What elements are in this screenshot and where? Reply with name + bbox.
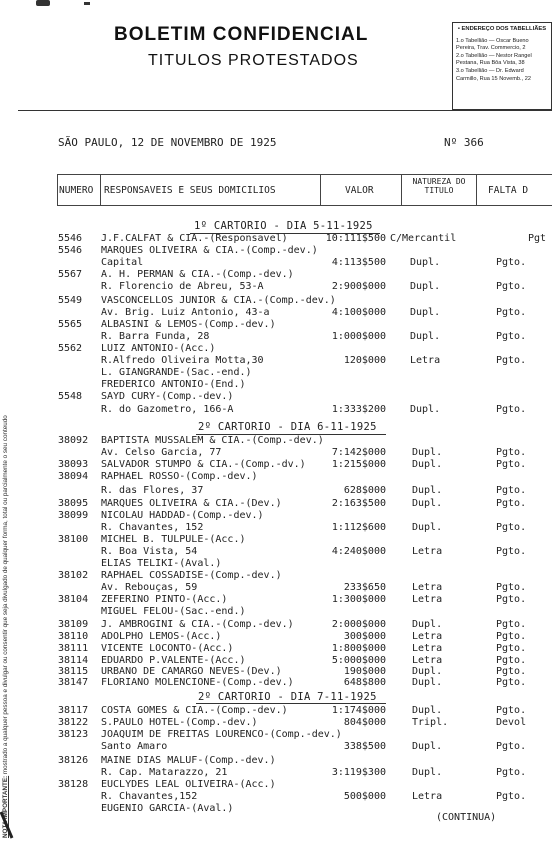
row-nature: Dupl. (412, 677, 443, 688)
row-address: R. Barra Funda, 28 (101, 331, 210, 342)
row-reason: Pgto. (496, 331, 527, 342)
corner-mark (0, 810, 14, 840)
row-number: 38117 (58, 705, 89, 716)
row-number: 38100 (58, 534, 89, 545)
row-nature: Letra (412, 582, 443, 593)
row-reason: Pgto. (496, 404, 527, 415)
row-reason: Pgto. (496, 741, 527, 752)
row-value: 648$800 (343, 677, 386, 688)
row-address: Av. Celso Garcia, 77 (101, 447, 222, 458)
row-value: 1:800$000 (331, 643, 386, 654)
side-notice-label: NOTA IMPORTANTE: (2, 775, 9, 838)
row-reason: Pgto. (496, 307, 527, 318)
row-nature: Letra (412, 631, 443, 642)
row-party: VICENTE LOCONTO-(Acc.) (101, 643, 234, 654)
row-nature: Tripl. (412, 717, 449, 728)
row-nature: Letra (412, 546, 443, 557)
col-divider (100, 175, 101, 205)
row-address: R. Chavantes, 152 (101, 522, 204, 533)
row-number: 38093 (58, 459, 89, 470)
address-line: 3.o Tabellião — Dr. Edward (456, 67, 524, 74)
row-nature: Dupl. (410, 307, 441, 318)
address-line: 2.o Tabellião — Nestor Rangel (456, 52, 532, 59)
row-reason: Pgto. (496, 498, 527, 509)
row-value: 2:000$000 (331, 619, 386, 630)
row-number: 5546 (58, 245, 83, 256)
side-notice-text: mostrado a qualquer pessoa e divulgar ou consentir que seja divulgado de qualquer forma, total ou parcialmente o seu conteudo (2, 415, 9, 775)
header-responsaveis: RESPONSAVEIS E SEUS DOMICILIOS (104, 185, 276, 196)
row-party: MARQUES OLIVEIRA & CIA.-(Comp.-dev.) (101, 245, 318, 256)
row-party: EUCLYDES LEAL OLIVEIRA-(Acc.) (101, 779, 276, 790)
row-nature: Dupl. (410, 281, 441, 292)
row-nature: Dupl. (412, 522, 443, 533)
header-falta: FALTA D (488, 185, 529, 196)
address-line: Pestana, Rua Bôa Vista, 38 (456, 60, 525, 67)
row-value: 500$000 (343, 791, 386, 802)
row-value: 4:100$000 (331, 307, 386, 318)
row-party: J.F.CALFAT & CIA.-(Responsavel) (101, 233, 288, 244)
row-number: 38104 (58, 594, 89, 605)
address-box-heading: • ENDEREÇO DOS TABELLIÃES (457, 26, 547, 32)
row-nature: Dupl. (410, 331, 441, 342)
page-title: BOLETIM CONFIDENCIAL (114, 24, 369, 45)
row-value: 233$650 (343, 582, 386, 593)
row-reason: Pgto. (496, 594, 527, 605)
row-party: SALVADOR STUMPO & CIA.-(Comp.-dv.) (101, 459, 306, 470)
row-party: ADOLPHO LEMOS-(Acc.) (101, 631, 222, 642)
row-party: BAPTISTA MUSSALEM & CIA.-(Comp.-dev.) (101, 435, 324, 446)
row-value: 10:111$500 (325, 233, 386, 244)
row-reason: Pgto. (496, 677, 527, 688)
row-reason: Pgto. (496, 791, 527, 802)
row-number: 38126 (58, 755, 89, 766)
row-party: FREDERICO ANTONIO-(End.) (101, 379, 246, 390)
row-address: R. Boa Vista, 54 (101, 546, 198, 557)
row-nature: Dupl. (412, 666, 443, 677)
notary-address-box (452, 22, 552, 110)
row-value: 1:215$000 (331, 459, 386, 470)
row-party: COSTA GOMES & CIA.-(Comp.-dev.) (101, 705, 288, 716)
date-line: SÃO PAULO, 12 DE NOVEMBRO DE 1925 (58, 136, 277, 149)
row-party: NICOLAU HADDAD-(Comp.-dev.) (101, 510, 264, 521)
header-natureza: NATUREZA DO TITULO (412, 177, 466, 195)
section-heading: 2º CARTORIO - DIA 7-11-1925 (198, 691, 377, 703)
row-number: 5567 (58, 269, 83, 280)
row-party: MIGUEL FELOU-(Sac.-end.) (101, 606, 246, 617)
row-reason: Pgto. (496, 655, 527, 666)
row-party: MICHEL B. TULPULE-(Acc.) (101, 534, 246, 545)
row-party: VASCONCELLOS JUNIOR & CIA.-(Comp.-dev.) (101, 295, 336, 306)
row-nature: Letra (412, 655, 443, 666)
continua-footer: (CONTINUA) (436, 812, 497, 823)
header-rule (18, 110, 552, 111)
row-number: 38114 (58, 655, 89, 666)
row-value: 120$000 (343, 355, 386, 366)
row-address: Capital (101, 257, 144, 268)
row-reason: Pgto. (496, 459, 527, 470)
row-nature: Letra (410, 355, 441, 366)
row-reason: Pgto. (496, 447, 527, 458)
row-value: 3:119$300 (331, 767, 386, 778)
row-value: 190$000 (343, 666, 386, 677)
row-value: 1:174$000 (331, 705, 386, 716)
section-heading: 2º CARTORIO - DIA 6-11-1925 (198, 421, 377, 433)
row-party: ZEFERINO PINTO-(Acc.) (101, 594, 228, 605)
row-party: L. GIANGRANDE-(Sac.-end.) (101, 367, 252, 378)
row-reason: Pgto. (496, 582, 527, 593)
row-address: Av. Rebouças, 59 (101, 582, 198, 593)
row-nature: Dupl. (412, 447, 443, 458)
row-party: RAPHAEL ROSSO-(Comp.-dev.) (101, 471, 258, 482)
row-value: 2:163$500 (331, 498, 386, 509)
row-party: ELIAS TELIKI-(Aval.) (101, 558, 222, 569)
row-value: 804$000 (343, 717, 386, 728)
col-divider (320, 175, 321, 205)
row-reason: Pgto. (496, 546, 527, 557)
row-address: R. do Gazometro, 166-A (101, 404, 234, 415)
row-reason: Pgto. (496, 619, 527, 630)
row-reason: Pgto. (496, 631, 527, 642)
row-number: 38094 (58, 471, 89, 482)
row-address: Santo Amaro (101, 741, 168, 752)
page-subtitle: TITULOS PROTESTADOS (148, 52, 359, 69)
row-address: R. das Flores, 37 (101, 485, 204, 496)
row-party: RAPHAEL COSSADISE-(Comp.-dev.) (101, 570, 282, 581)
row-number: 38099 (58, 510, 89, 521)
row-nature: Dupl. (412, 705, 443, 716)
row-party: S.PAULO HOTEL-(Comp.-dev.) (101, 717, 258, 728)
row-party: JOAQUIM DE FREITAS LOURENCO-(Comp.-dev.) (101, 729, 342, 740)
row-party: SAYD CURY-(Comp.-dev.) (101, 391, 234, 402)
row-value: 7:142$000 (331, 447, 386, 458)
header-numero: NUMERO (59, 185, 94, 196)
top-mark-left (36, 0, 50, 6)
row-reason: Pgto. (496, 666, 527, 677)
row-party: EUGENIO GARCIA-(Aval.) (101, 803, 234, 814)
row-reason: Pgto. (496, 281, 527, 292)
row-number: 38095 (58, 498, 89, 509)
row-value: 2:900$000 (331, 281, 386, 292)
row-nature: Dupl. (410, 257, 441, 268)
row-value: 300$000 (343, 631, 386, 642)
row-address: R. Chavantes,152 (101, 791, 198, 802)
row-number: 38110 (58, 631, 89, 642)
row-number: 5549 (58, 295, 83, 306)
row-nature: Letra (412, 791, 443, 802)
row-value: 4:113$500 (331, 257, 386, 268)
row-nature: Dupl. (412, 498, 443, 509)
row-number: 38102 (58, 570, 89, 581)
row-value: 4:240$000 (331, 546, 386, 557)
row-reason: Pgt (528, 233, 547, 244)
table-header (57, 174, 552, 206)
header-valor: VALOR (345, 185, 374, 196)
row-nature: Letra (412, 643, 443, 654)
row-party: A. H. PERMAN & CIA.-(Comp.-dev.) (101, 269, 294, 280)
row-number: 5562 (58, 343, 83, 354)
col-divider (401, 175, 402, 205)
row-nature: Letra (412, 594, 443, 605)
row-reason: Devol (496, 717, 527, 728)
col-divider (476, 175, 477, 205)
row-nature: Dupl. (412, 485, 443, 496)
row-party: FLORIANO MOLENCIONE-(Comp.-dev.) (101, 677, 294, 688)
row-address: R.Alfredo Oliveira Motta,30 (101, 355, 264, 366)
row-reason: Pgto. (496, 257, 527, 268)
row-reason: Pgto. (496, 355, 527, 366)
row-nature: C/Mercantil (390, 233, 457, 244)
row-number: 38111 (58, 643, 89, 654)
row-value: 338$500 (343, 741, 386, 752)
address-line: Pereira, Trav. Commercio, 2 (456, 45, 526, 52)
row-party: URBANO DE CAMARGO NEVES-(Dev.) (101, 666, 282, 677)
row-value: 628$000 (343, 485, 386, 496)
address-line: Carmillo, Rua 15 Novemb., 22 (456, 75, 531, 82)
row-nature: Dupl. (410, 404, 441, 415)
row-reason: Pgto. (496, 767, 527, 778)
row-party: LUIZ ANTONIO-(Acc.) (101, 343, 216, 354)
row-number: 38147 (58, 677, 89, 688)
row-number: 38109 (58, 619, 89, 630)
row-party: EDUARDO P.VALENTE-(Acc.) (101, 655, 246, 666)
section-heading: 1º CARTORIO - DIA 5-11-1925 (194, 220, 373, 232)
row-party: MARQUES OLIVEIRA & CIA.-(Dev.) (101, 498, 282, 509)
row-reason: Pgto. (496, 522, 527, 533)
row-number: 38092 (58, 435, 89, 446)
row-number: 5548 (58, 391, 83, 402)
row-party: MAINE DIAS MALUF-(Comp.-dev.) (101, 755, 276, 766)
row-value: 1:000$000 (331, 331, 386, 342)
row-number: 5565 (58, 319, 83, 330)
row-reason: Pgto. (496, 485, 527, 496)
row-number: 5546 (58, 233, 83, 244)
row-value: 1:112$600 (331, 522, 386, 533)
top-mark-right (84, 2, 90, 5)
row-party: J. AMBROGINI & CIA.-(Comp.-dev.) (101, 619, 294, 630)
row-address: Av. Brig. Luiz Antonio, 43-a (101, 307, 270, 318)
row-nature: Dupl. (412, 619, 443, 630)
side-notice (2, 415, 9, 838)
row-number: 38122 (58, 717, 89, 728)
row-nature: Dupl. (412, 459, 443, 470)
row-value: 1:333$200 (331, 404, 386, 415)
row-party: ALBASINI & LEMOS-(Comp.-dev.) (101, 319, 276, 330)
row-nature: Dupl. (412, 767, 443, 778)
row-address: R. Florencio de Abreu, 53-A (101, 281, 264, 292)
row-value: 1:300$000 (331, 594, 386, 605)
address-line: 1.o Tabellião — Oscar Bueno (456, 37, 529, 44)
row-reason: Pgto. (496, 705, 527, 716)
section-rule (196, 703, 386, 704)
row-address: R. Cap. Matarazzo, 21 (101, 767, 228, 778)
row-number: 38123 (58, 729, 89, 740)
row-value: 5:000$000 (331, 655, 386, 666)
row-number: 38115 (58, 666, 89, 677)
row-number: 38128 (58, 779, 89, 790)
row-reason: Pgto. (496, 643, 527, 654)
row-nature: Dupl. (412, 741, 443, 752)
bulletin-number: Nº 366 (444, 136, 484, 149)
